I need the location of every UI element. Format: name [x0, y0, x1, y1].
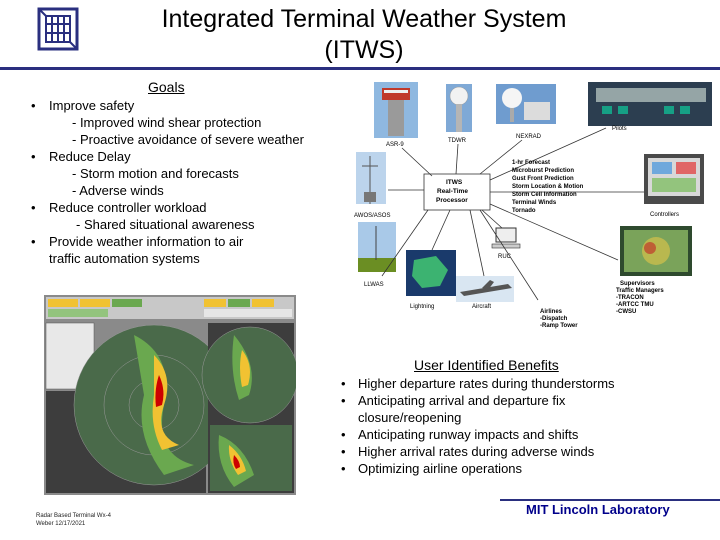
product-item: Storm Location & Motion	[512, 184, 584, 190]
bullet: •	[341, 461, 346, 476]
pilots-label: Pilots	[612, 126, 627, 132]
benefit-item: • Higher departure rates during thunderstorms	[341, 376, 615, 391]
ruc-computer-icon	[492, 228, 520, 248]
benefit-item-continued: closure/reopening	[358, 410, 462, 425]
title-line-1: Integrated Terminal Weather System	[161, 5, 567, 33]
awos-photo	[356, 152, 386, 204]
goal-item: • Improve safety	[31, 98, 135, 113]
tdwr-photo	[446, 84, 472, 132]
footnote	[36, 512, 111, 528]
goal-subitem: - Adverse winds	[72, 183, 164, 198]
bullet: •	[31, 98, 36, 113]
supervisors-line: Traffic Managers	[616, 288, 664, 294]
title-line-2: (ITWS)	[324, 36, 404, 64]
benefit-item: • Anticipating runway impacts and shifts	[341, 427, 579, 442]
product-item: Tornado	[512, 208, 536, 214]
bullet: •	[341, 393, 346, 408]
product-item: 1-hr Forecast	[512, 160, 551, 166]
lightning-map	[406, 250, 456, 296]
bullet: •	[341, 427, 346, 442]
benefit-item: • Higher arrival rates during adverse winds	[341, 444, 595, 459]
airlines-line: -Dispatch	[540, 316, 568, 322]
benefits-heading: User Identified Benefits	[414, 357, 559, 373]
processor-label-3: Processor	[436, 197, 468, 204]
processor-label-1: ITWS	[446, 179, 463, 186]
processor-label-2: Real-Time	[437, 188, 468, 195]
product-item: Gust Front Prediction	[512, 176, 574, 182]
footnote-line-2: Weber 12/17/2021	[36, 521, 86, 527]
footer-divider	[500, 499, 720, 501]
airlines-line: -Ramp Tower	[540, 323, 578, 329]
supervisors-heading: Supervisors	[620, 281, 655, 287]
nexrad-photo	[496, 84, 556, 124]
asr9-label: ASR-9	[386, 142, 404, 148]
cockpit-photo	[588, 82, 712, 126]
benefit-item: • Anticipating arrival and departure fix	[341, 393, 566, 408]
controllers-display	[644, 154, 704, 204]
aircraft-label: Aircraft	[472, 304, 492, 310]
goal-item: • Provide weather information to air	[31, 234, 244, 249]
page-title	[100, 4, 628, 66]
awos-label: AWOS/ASOS	[354, 213, 391, 219]
itws-processor-box	[424, 174, 490, 210]
itws-system-diagram	[352, 80, 720, 338]
supervisors-block	[616, 281, 664, 315]
goal-item: • Reduce Delay	[31, 149, 131, 164]
title-divider	[0, 67, 720, 70]
goals-list	[30, 97, 360, 267]
controllers-label: Controllers	[650, 212, 680, 218]
benefit-item: • Optimizing airline operations	[341, 461, 523, 476]
ruc-label: RUC	[498, 254, 511, 260]
bullet: •	[341, 376, 346, 391]
mit-ll-logo-icon	[36, 6, 80, 52]
bullet: •	[31, 149, 36, 164]
goal-subitem: - Proactive avoidance of severe weather	[72, 132, 304, 147]
goal-item: • Reduce controller workload	[31, 200, 207, 215]
product-item: Microburst Prediction	[512, 168, 575, 174]
asr9-photo	[374, 82, 418, 138]
lightning-label: Lightning	[410, 304, 435, 310]
product-item: Terminal Winds	[512, 200, 557, 206]
goal-subitem: - Shared situational awareness	[76, 217, 255, 232]
bullet: •	[31, 200, 36, 215]
bullet: •	[341, 444, 346, 459]
airlines-heading: Airlines	[540, 309, 563, 315]
footnote-line-1: Radar Based Terminal Wx-4	[36, 513, 111, 519]
nexrad-label: NEXRAD	[516, 134, 542, 140]
supervisors-line: -ARTCC TMU	[616, 302, 654, 308]
bullet: •	[31, 234, 36, 249]
tdwr-label: TDWR	[448, 138, 466, 144]
goals-heading: Goals	[148, 79, 185, 95]
llwas-label: LLWAS	[364, 282, 384, 288]
lab-name: MIT Lincoln Laboratory	[526, 502, 670, 517]
supervisor-display	[620, 226, 692, 276]
product-list	[512, 160, 584, 214]
supervisors-line: -TRACON	[616, 295, 644, 301]
benefits-list	[340, 375, 710, 477]
goal-subitem: - Improved wind shear protection	[72, 115, 262, 130]
product-item: Storm Cell Information	[512, 192, 577, 198]
itws-situation-display	[44, 295, 296, 495]
aircraft-photo	[456, 276, 514, 302]
airlines-block	[540, 309, 578, 329]
goal-continuation: traffic automation systems	[49, 251, 200, 266]
goal-subitem: - Storm motion and forecasts	[72, 166, 239, 181]
supervisors-line: -CWSU	[616, 309, 637, 315]
